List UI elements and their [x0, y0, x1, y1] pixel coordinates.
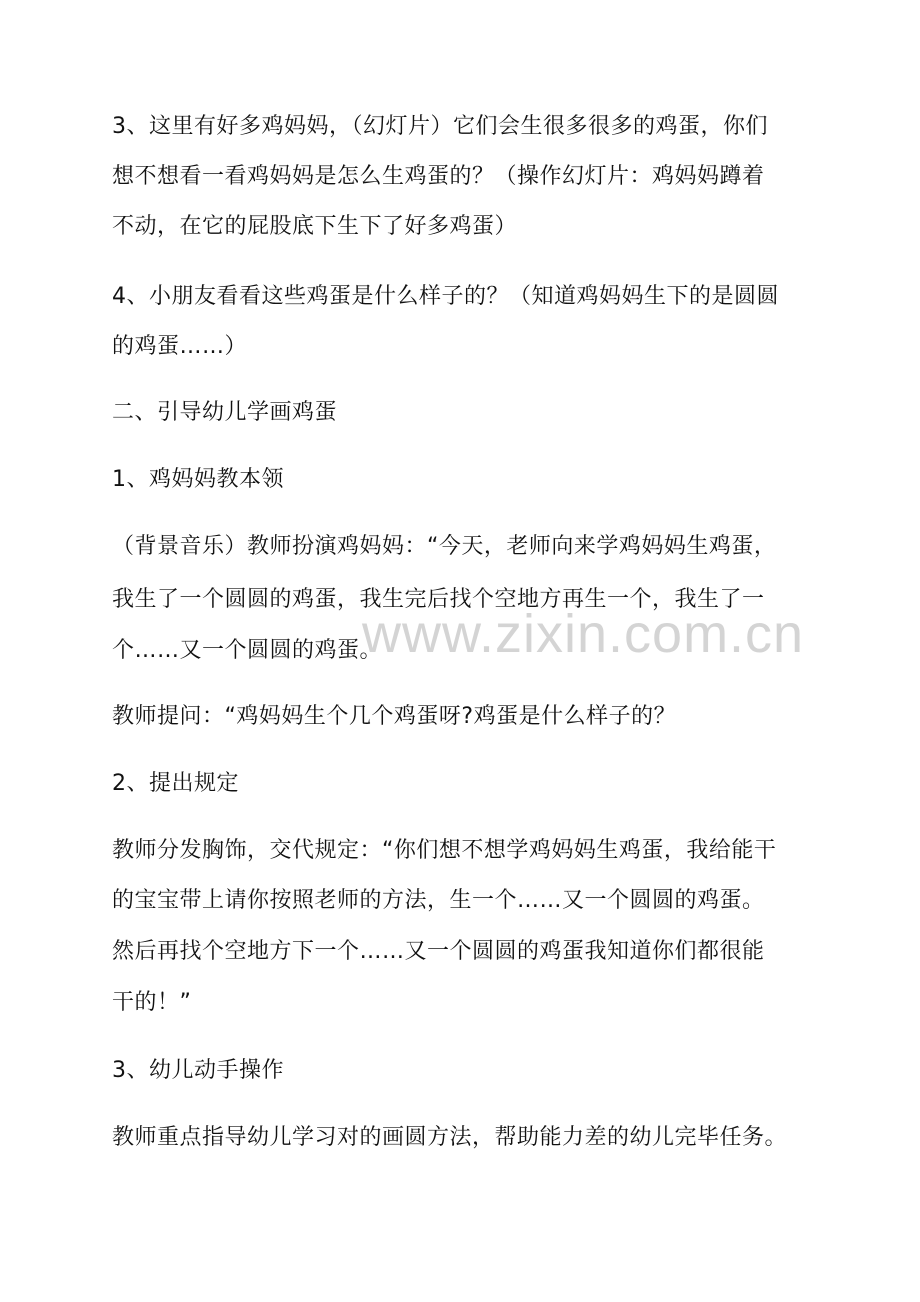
paragraph-line: 3、这里有好多鸡妈妈，（幻灯片）它们会生很多很多的鸡蛋，你们 — [112, 114, 768, 139]
paragraph-line: 的宝宝带上请你按照老师的方法，生一个……又一个圆圆的鸡蛋。 — [112, 888, 765, 913]
section-heading: 二、引导幼儿学画鸡蛋 — [112, 400, 338, 425]
watermark: www.zixin.com.cn — [362, 604, 805, 664]
paragraph-line: 我生了一个圆圆的鸡蛋，我生完后找个空地方再生一个，我生了一 — [112, 587, 765, 612]
subsection-heading: 2、提出规定 — [112, 771, 239, 796]
subsection-heading: 3、幼儿动手操作 — [112, 1058, 284, 1083]
paragraph-line: 教师重点指导幼儿学习对的画圆方法，帮助能力差的幼儿完毕任务。 — [112, 1125, 788, 1150]
paragraph-line: 个……又一个圆圆的鸡蛋。 — [112, 638, 383, 663]
paragraph-line: 然后再找个空地方下一个……又一个圆圆的鸡蛋我知道你们都很能 — [112, 939, 765, 964]
paragraph-line: 想不想看一看鸡妈妈是怎么生鸡蛋的？（操作幻灯片：鸡妈妈蹲着 — [112, 164, 765, 189]
paragraph-line: 教师分发胸饰，交代规定：“你们想不想学鸡妈妈生鸡蛋，我给能干 — [112, 838, 777, 863]
paragraph-line: 不动，在它的屁股底下生下了好多鸡蛋） — [112, 214, 518, 239]
paragraph-line: 教师提问：“鸡妈妈生个几个鸡蛋呀?鸡蛋是什么样子的？ — [112, 704, 677, 729]
paragraph-line: 干的！” — [112, 990, 192, 1015]
paragraph-line: （背景音乐）教师扮演鸡妈妈：“今天，老师向来学鸡妈妈生鸡蛋， — [112, 534, 777, 559]
paragraph-line: 的鸡蛋……） — [112, 334, 248, 359]
paragraph-line: 4、小朋友看看这些鸡蛋是什么样子的？（知道鸡妈妈生下的是圆圆 — [112, 284, 779, 309]
subsection-heading: 1、鸡妈妈教本领 — [112, 467, 284, 492]
